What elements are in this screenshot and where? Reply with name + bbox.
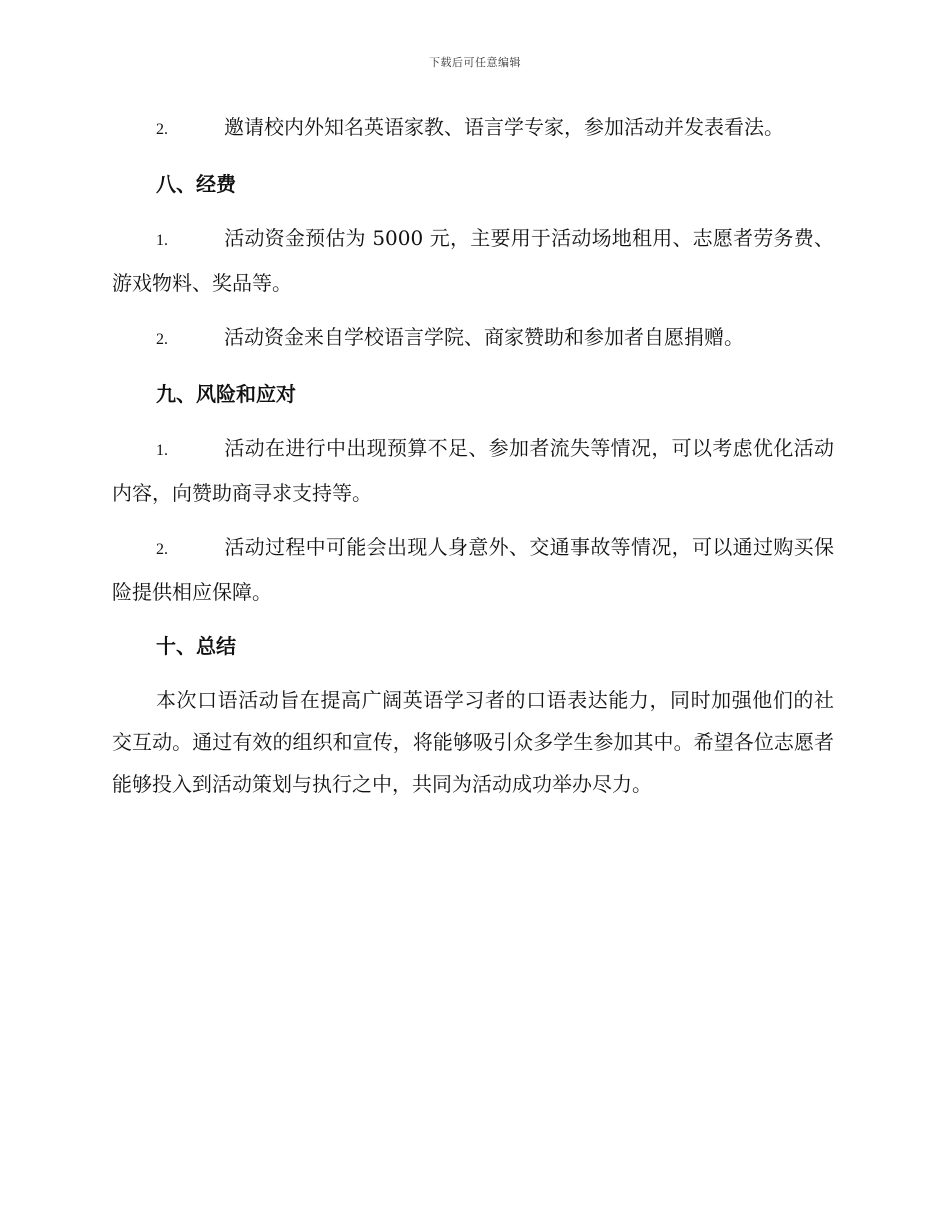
list-item-number: 2.	[156, 331, 168, 348]
section-heading: 九、风险和应对	[156, 382, 296, 406]
list-item	[112, 526, 834, 613]
list-item-text: 活动在进行中出现预算不足、参加者流失等情况，可以考虑优化活动内容，向赞助商寻求支持等。	[112, 436, 834, 505]
document-body	[112, 106, 834, 817]
list-item	[112, 427, 834, 514]
list-item-number: 2.	[156, 541, 168, 558]
list-item-text: 邀请校内外知名英语家教、语言学专家，参加活动并发表看法。	[224, 115, 784, 139]
list-item-number: 1.	[156, 232, 168, 249]
page-header: 下载后可任意编辑	[429, 56, 521, 69]
list-item-number: 2.	[156, 121, 168, 138]
list-item	[112, 217, 834, 304]
summary-paragraph: 本次口语活动旨在提高广阔英语学习者的口语表达能力，同时加强他们的社交互动。通过有效的组织和宣传，将能够吸引众多学生参加其中。希望各位志愿者能够投入到活动策划与执行之中，共同为活动成功举办尽力。	[112, 688, 834, 796]
list-item-number: 1.	[156, 442, 168, 459]
section-heading: 十、总结	[156, 634, 236, 658]
list-item-text: 活动资金来自学校语言学院、商家赞助和参加者自愿捐赠。	[224, 325, 744, 349]
list-item	[112, 316, 834, 361]
section-heading: 八、经费	[156, 172, 236, 196]
list-item-text: 活动过程中可能会出现人身意外、交通事故等情况，可以通过购买保险提供相应保障。	[112, 535, 834, 604]
list-item	[112, 106, 834, 151]
list-item-text: 活动资金预估为 5000 元，主要用于活动场地租用、志愿者劳务费、游戏物料、奖品等。	[112, 226, 834, 295]
